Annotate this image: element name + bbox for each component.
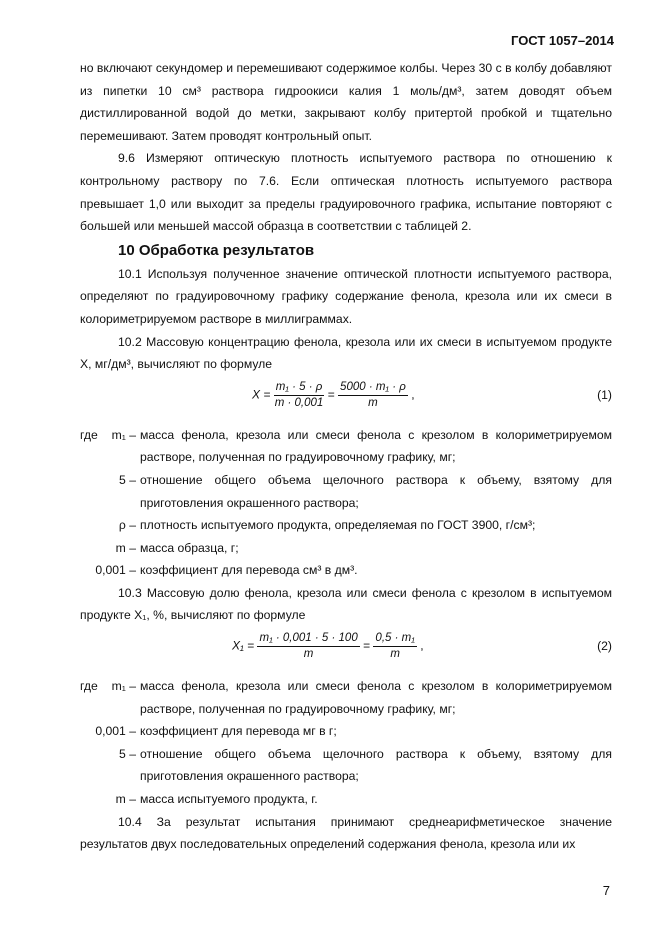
definition-symbol: 0,001 – xyxy=(95,724,136,739)
definition-item xyxy=(80,559,612,582)
fraction: $\frac{\text{m₁ · 0,001 · 5 · 100}}{m}$ xyxy=(259,632,358,661)
definition-lead: где xyxy=(80,427,98,442)
definition-symbol: 0,001 – xyxy=(95,563,136,578)
paragraph: 10.1 Используя полученное значение оптической плотности испытуемого раствора, определяют по градуировочному графику содержание фенола, крезола или их смеси в колориметрируемом растворе в миллиграммах. xyxy=(80,266,612,326)
definition-text: масса испытуемого продукта, г. xyxy=(140,792,318,807)
document-header: ГОСТ 1057–2014 xyxy=(511,33,614,48)
definition-item xyxy=(80,424,612,469)
definition-symbol: m – xyxy=(115,792,136,807)
formula-1 xyxy=(80,376,612,424)
definition-symbol: m – xyxy=(115,540,136,555)
page-body xyxy=(80,57,612,856)
paragraph: но включают секундомер и перемешивают содержимое колбы. Через 30 с в колбу добавляют из пипетки 10 см³ раствора гидроокиси калия 1 моль/дм³, затем доводят объем дистиллированной водой до метки, закрывают колбу притертой пробкой и тщательно перемешивают. Затем проводят контрольный опыт. xyxy=(80,61,612,143)
definition-symbol: ρ – xyxy=(118,518,136,533)
fraction: $\frac{\text{m₁ · 5 · ρ}}{m \cdot 0,001}$ xyxy=(274,380,324,409)
definition-text: масса образца, г; xyxy=(140,540,239,555)
definition-item xyxy=(80,720,612,743)
definition-item xyxy=(80,469,612,514)
definition-text: отношение общего объема щелочного раствора к объему, взятому для приготовления окрашенного раствора; xyxy=(140,472,612,510)
definitions-list xyxy=(80,424,612,582)
definition-text: коэффициент для перевода см³ в дм³. xyxy=(140,563,358,578)
formula-2 xyxy=(80,627,612,675)
definitions-list xyxy=(80,675,612,811)
definition-item xyxy=(80,514,612,537)
fraction: $\frac{\text{5000 · m₁ · ρ}}{m}$ xyxy=(340,380,406,409)
definition-item xyxy=(80,537,612,560)
definition-item xyxy=(80,675,612,720)
paragraph: 10.3 Массовую долю фенола, крезола или смеси фенола с крезолом в испытуемом продукте X₁, %, вычисляют по формуле xyxy=(80,585,612,623)
definition-text: плотность испытуемого продукта, определяемая по ГОСТ 3900, г/см³; xyxy=(140,518,536,533)
definition-symbol: 5 – xyxy=(119,472,136,487)
paragraph: 9.6 Измеряют оптическую плотность испытуемого раствора по отношению к контрольному раствору по 7.6. Если оптическая плотность испытуемого раствора превышает 1,0 или выходит за пределы градуировочного графика, испытание повторяют с большей или меньшей массой образца в соответствии с таблицей 2. xyxy=(80,151,612,234)
section-heading: 10 Обработка результатов xyxy=(118,241,315,259)
definition-symbol: m₁ – xyxy=(111,679,136,694)
paragraph: 10.2 Массовую концентрацию фенола, крезола или их смеси в испытуемом продукте X, мг/дм³, вычисляют по формуле xyxy=(80,334,612,372)
definition-text: коэффициент для перевода мг в г; xyxy=(140,724,337,739)
formula-expression: X = $\frac{\text{m₁ · 5 · ρ}}{m \cdot 0,001}$ = $\frac{\text{5000 · m₁ · ρ}}{m}$ , xyxy=(252,380,415,409)
definition-lead: где xyxy=(80,679,98,694)
formula-lhs: X₁ = xyxy=(232,638,255,653)
definition-item xyxy=(80,743,612,788)
definition-symbol: m₁ – xyxy=(111,427,136,442)
definition-text: отношение общего объема щелочного раствора к объему, взятому для приготовления окрашенного раствора; xyxy=(140,746,612,784)
paragraph: 10.4 За результат испытания принимают среднеарифметическое значение результатов двух последовательных определений содержания фенола, крезола или их xyxy=(80,814,612,852)
formula-lhs: X = xyxy=(252,387,271,402)
definition-item xyxy=(80,788,612,811)
equation-number: (1) xyxy=(597,387,612,402)
equation-number: (2) xyxy=(597,639,612,654)
definition-symbol: 5 – xyxy=(119,746,136,761)
fraction: $\frac{\text{0,5 · m₁}}{m}$ xyxy=(375,632,415,661)
page-number: 7 xyxy=(602,883,610,898)
formula-expression: X₁ = $\frac{\text{m₁ · 0,001 · 5 · 100}}{m}$ = $\frac{\text{0,5 · m₁}}{m}$ , xyxy=(232,632,424,661)
definition-text: масса фенола, крезола или смеси фенола с крезолом в колориметрируемом растворе, полученная по градуировочному графику, мг; xyxy=(140,679,612,716)
definition-text: масса фенола, крезола или смеси фенола с крезолом в колориметрируемом растворе, полученная по градуировочному графику, мг; xyxy=(140,427,612,465)
